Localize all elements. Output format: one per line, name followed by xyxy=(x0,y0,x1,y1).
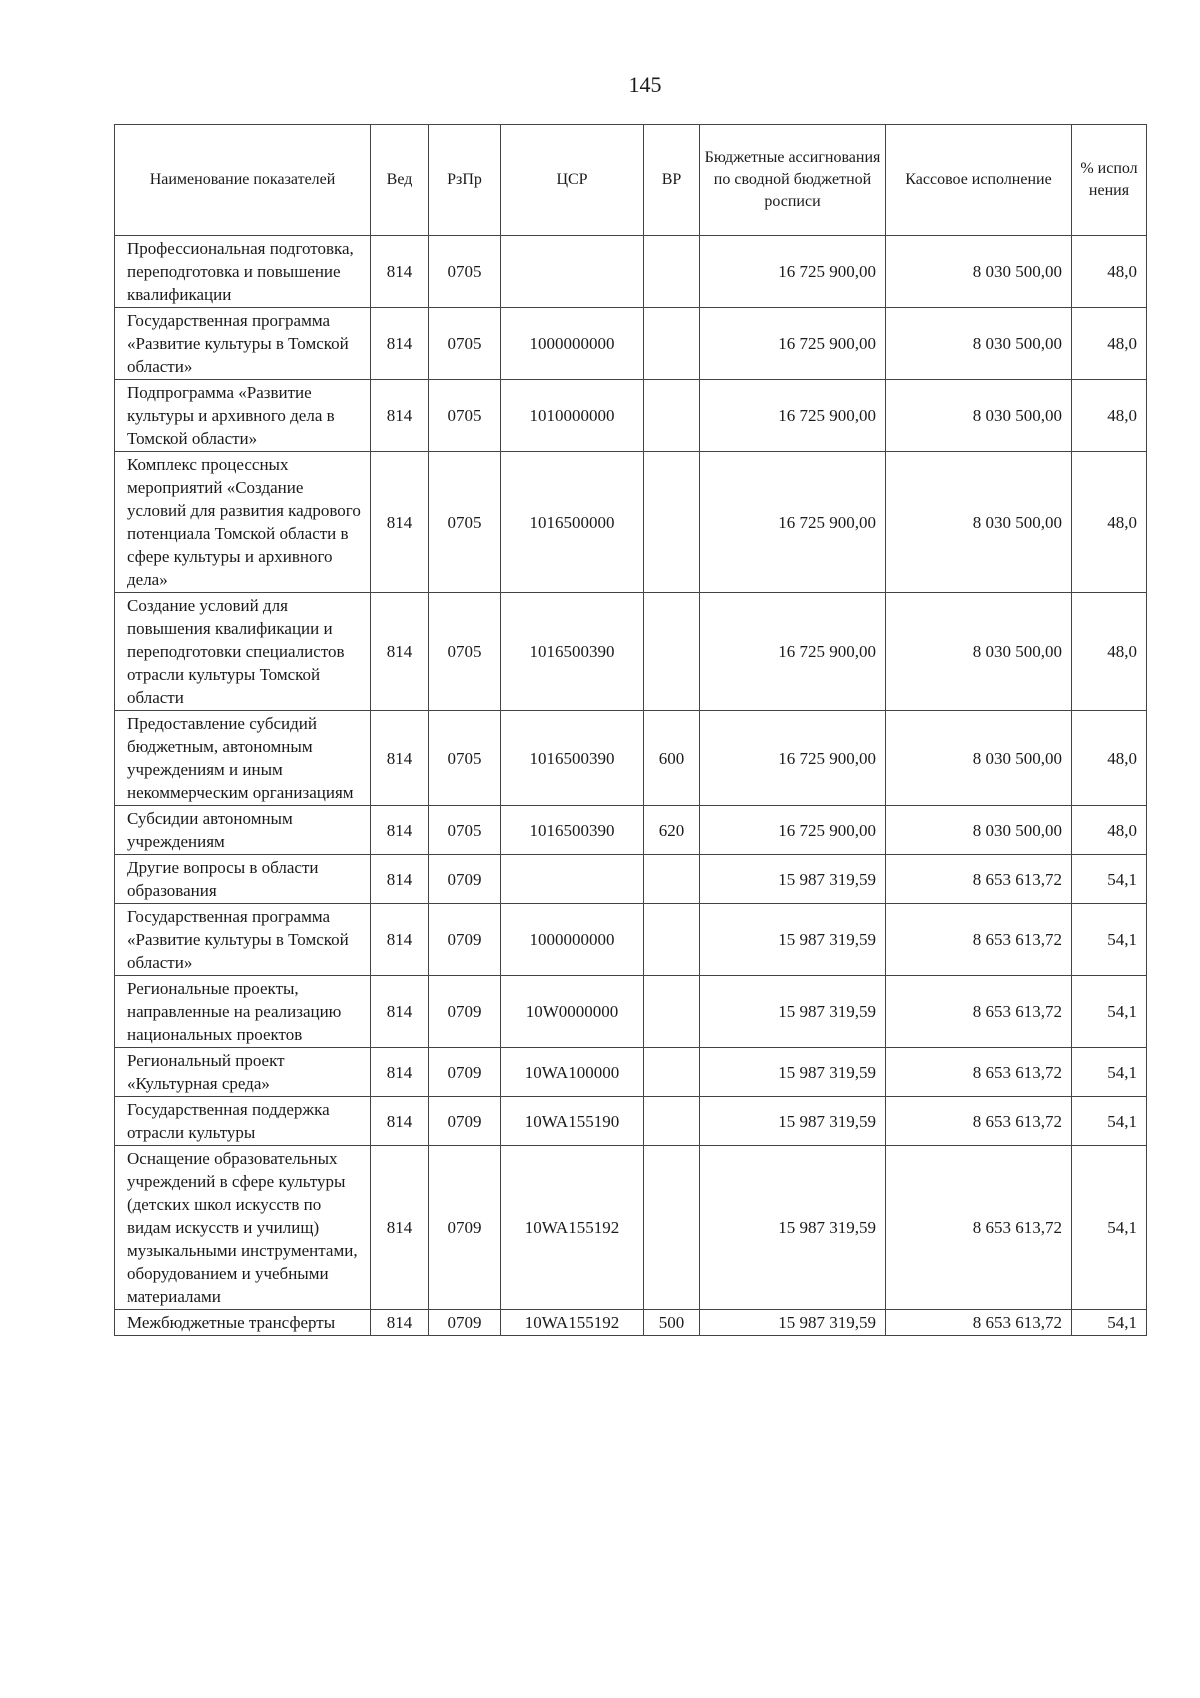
rzpr-cell: 0705 xyxy=(429,380,501,452)
table-row xyxy=(115,1146,1147,1310)
row-name: Предоставление субсидий бюджетным, автономным учреждениям и иным некоммерческим организациям xyxy=(115,711,371,806)
execution-cell: 8 653 613,72 xyxy=(886,1310,1072,1336)
rzpr-cell: 0705 xyxy=(429,593,501,711)
rzpr-cell: 0705 xyxy=(429,236,501,308)
rzpr-cell: 0709 xyxy=(429,904,501,976)
row-name: Профессиональная подготовка, переподготовка и повышение квалификации xyxy=(115,236,371,308)
table-row xyxy=(115,452,1147,593)
csr-cell: 1016500000 xyxy=(501,452,644,593)
table-row xyxy=(115,1097,1147,1146)
ved-cell: 814 xyxy=(371,806,429,855)
allocation-cell: 16 725 900,00 xyxy=(700,308,886,380)
ved-cell: 814 xyxy=(371,593,429,711)
csr-cell: 1000000000 xyxy=(501,904,644,976)
rzpr-cell: 0709 xyxy=(429,1097,501,1146)
row-name: Подпрограмма «Развитие культуры и архивного дела в Томской области» xyxy=(115,380,371,452)
row-name: Государственная поддержка отрасли культуры xyxy=(115,1097,371,1146)
allocation-cell: 16 725 900,00 xyxy=(700,452,886,593)
ved-cell: 814 xyxy=(371,711,429,806)
table-row xyxy=(115,236,1147,308)
execution-cell: 8 653 613,72 xyxy=(886,976,1072,1048)
ved-cell: 814 xyxy=(371,976,429,1048)
row-name: Субсидии автономным учреждениям xyxy=(115,806,371,855)
vr-cell xyxy=(644,380,700,452)
row-name: Государственная программа «Развитие культуры в Томской области» xyxy=(115,308,371,380)
page-number: 145 xyxy=(628,72,662,97)
percent-cell: 54,1 xyxy=(1072,1310,1147,1336)
execution-cell: 8 653 613,72 xyxy=(886,1146,1072,1310)
ved-cell: 814 xyxy=(371,1310,429,1336)
ved-cell: 814 xyxy=(371,452,429,593)
vr-cell xyxy=(644,1097,700,1146)
percent-cell: 48,0 xyxy=(1072,308,1147,380)
percent-cell: 54,1 xyxy=(1072,1048,1147,1097)
percent-cell: 54,1 xyxy=(1072,976,1147,1048)
csr-cell: 1016500390 xyxy=(501,593,644,711)
allocation-cell: 15 987 319,59 xyxy=(700,1097,886,1146)
allocation-cell: 15 987 319,59 xyxy=(700,976,886,1048)
header-cell: ЦСР xyxy=(501,125,644,236)
execution-cell: 8 653 613,72 xyxy=(886,904,1072,976)
header-cell: % испол нения xyxy=(1072,125,1147,236)
ved-cell: 814 xyxy=(371,1146,429,1310)
allocation-cell: 15 987 319,59 xyxy=(700,1048,886,1097)
row-name: Региональные проекты, направленные на реализацию национальных проектов xyxy=(115,976,371,1048)
rzpr-cell: 0705 xyxy=(429,806,501,855)
rzpr-cell: 0709 xyxy=(429,1146,501,1310)
header-cell: РзПр xyxy=(429,125,501,236)
execution-cell: 8 030 500,00 xyxy=(886,452,1072,593)
execution-cell: 8 030 500,00 xyxy=(886,806,1072,855)
ved-cell: 814 xyxy=(371,1048,429,1097)
ved-cell: 814 xyxy=(371,308,429,380)
csr-cell: 10W0000000 xyxy=(501,976,644,1048)
rzpr-cell: 0709 xyxy=(429,976,501,1048)
csr-cell: 1016500390 xyxy=(501,711,644,806)
row-name: Комплекс процессных мероприятий «Создание условий для развития кадрового потенциала Томской области в сфере культуры и архивного дела» xyxy=(115,452,371,593)
csr-cell: 1000000000 xyxy=(501,308,644,380)
csr-cell: 1010000000 xyxy=(501,380,644,452)
ved-cell: 814 xyxy=(371,855,429,904)
csr-cell xyxy=(501,855,644,904)
header-cell: Бюджетные ассигнования по сводной бюджетной росписи xyxy=(700,125,886,236)
vr-cell xyxy=(644,1048,700,1097)
vr-cell xyxy=(644,236,700,308)
percent-cell: 48,0 xyxy=(1072,806,1147,855)
csr-cell: 10WA155192 xyxy=(501,1310,644,1336)
percent-cell: 54,1 xyxy=(1072,1097,1147,1146)
allocation-cell: 15 987 319,59 xyxy=(700,904,886,976)
csr-cell: 10WA155190 xyxy=(501,1097,644,1146)
vr-cell xyxy=(644,904,700,976)
vr-cell xyxy=(644,855,700,904)
table-body xyxy=(115,236,1147,1336)
vr-cell xyxy=(644,1146,700,1310)
table-header xyxy=(115,125,1147,236)
ved-cell: 814 xyxy=(371,1097,429,1146)
table-row xyxy=(115,1310,1147,1336)
rzpr-cell: 0709 xyxy=(429,855,501,904)
table-row xyxy=(115,904,1147,976)
ved-cell: 814 xyxy=(371,236,429,308)
allocation-cell: 15 987 319,59 xyxy=(700,1310,886,1336)
row-name: Оснащение образовательных учреждений в сфере культуры (детских школ искусств по видам искусств и училищ) музыкальными инструментами, оборудованием и учебными материалами xyxy=(115,1146,371,1310)
execution-cell: 8 653 613,72 xyxy=(886,855,1072,904)
vr-cell: 600 xyxy=(644,711,700,806)
percent-cell: 48,0 xyxy=(1072,380,1147,452)
allocation-cell: 16 725 900,00 xyxy=(700,593,886,711)
row-name: Межбюджетные трансферты xyxy=(115,1310,371,1336)
table-row xyxy=(115,380,1147,452)
header-cell: Наименование показателей xyxy=(115,125,371,236)
allocation-cell: 15 987 319,59 xyxy=(700,855,886,904)
percent-cell: 48,0 xyxy=(1072,593,1147,711)
rzpr-cell: 0705 xyxy=(429,308,501,380)
vr-cell xyxy=(644,308,700,380)
row-name: Создание условий для повышения квалификации и переподготовки специалистов отрасли культуры Томской области xyxy=(115,593,371,711)
execution-cell: 8 653 613,72 xyxy=(886,1048,1072,1097)
rzpr-cell: 0709 xyxy=(429,1048,501,1097)
table-row xyxy=(115,711,1147,806)
table-row xyxy=(115,593,1147,711)
allocation-cell: 16 725 900,00 xyxy=(700,380,886,452)
allocation-cell: 16 725 900,00 xyxy=(700,711,886,806)
table-row xyxy=(115,806,1147,855)
vr-cell xyxy=(644,593,700,711)
execution-cell: 8 030 500,00 xyxy=(886,711,1072,806)
percent-cell: 48,0 xyxy=(1072,236,1147,308)
csr-cell xyxy=(501,236,644,308)
header-cell: Кассовое исполнение xyxy=(886,125,1072,236)
table-row xyxy=(115,1048,1147,1097)
rzpr-cell: 0705 xyxy=(429,452,501,593)
vr-cell xyxy=(644,452,700,593)
table-row xyxy=(115,976,1147,1048)
vr-cell: 620 xyxy=(644,806,700,855)
csr-cell: 1016500390 xyxy=(501,806,644,855)
percent-cell: 54,1 xyxy=(1072,904,1147,976)
header-cell: ВР xyxy=(644,125,700,236)
execution-cell: 8 030 500,00 xyxy=(886,308,1072,380)
table-row xyxy=(115,855,1147,904)
execution-cell: 8 030 500,00 xyxy=(886,236,1072,308)
row-name: Другие вопросы в области образования xyxy=(115,855,371,904)
ved-cell: 814 xyxy=(371,904,429,976)
ved-cell: 814 xyxy=(371,380,429,452)
rzpr-cell: 0705 xyxy=(429,711,501,806)
execution-cell: 8 653 613,72 xyxy=(886,1097,1072,1146)
execution-cell: 8 030 500,00 xyxy=(886,380,1072,452)
allocation-cell: 16 725 900,00 xyxy=(700,806,886,855)
rzpr-cell: 0709 xyxy=(429,1310,501,1336)
csr-cell: 10WA100000 xyxy=(501,1048,644,1097)
csr-cell: 10WA155192 xyxy=(501,1146,644,1310)
header-cell: Вед xyxy=(371,125,429,236)
allocation-cell: 15 987 319,59 xyxy=(700,1146,886,1310)
percent-cell: 54,1 xyxy=(1072,1146,1147,1310)
percent-cell: 48,0 xyxy=(1072,452,1147,593)
row-name: Государственная программа «Развитие культуры в Томской области» xyxy=(115,904,371,976)
vr-cell: 500 xyxy=(644,1310,700,1336)
row-name: Региональный проект «Культурная среда» xyxy=(115,1048,371,1097)
allocation-cell: 16 725 900,00 xyxy=(700,236,886,308)
percent-cell: 54,1 xyxy=(1072,855,1147,904)
vr-cell xyxy=(644,976,700,1048)
percent-cell: 48,0 xyxy=(1072,711,1147,806)
header-row xyxy=(115,125,1147,236)
table-row xyxy=(115,308,1147,380)
execution-cell: 8 030 500,00 xyxy=(886,593,1072,711)
budget-table xyxy=(114,124,1147,1336)
